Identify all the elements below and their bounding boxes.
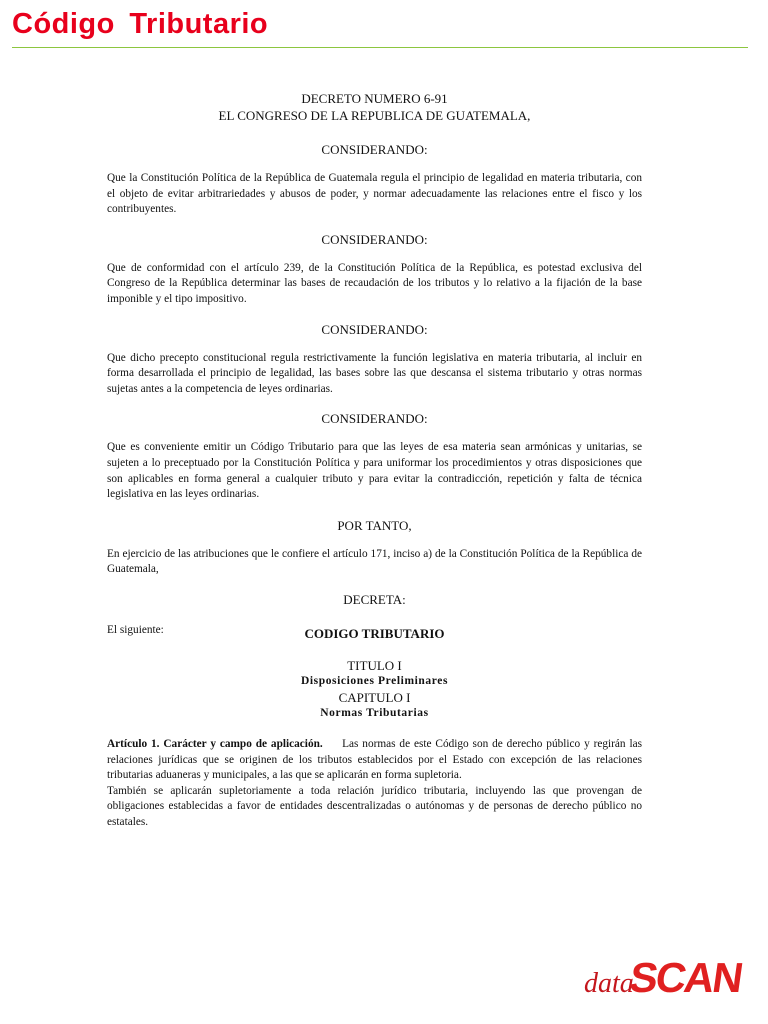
decree-document <box>107 90 642 830</box>
considerando-heading-3: CONSIDERANDO: <box>321 321 428 337</box>
logo-scan-text: SCAN <box>626 954 745 1001</box>
ejercicio-paragraph: En ejercicio de las atribuciones que le confiere el artículo 171, inciso a) de la Constitución Política de la República de Guatemala, <box>107 547 642 576</box>
articulo-1-text: Las normas de este Código son de derecho público y regirán las relaciones jurídicas que se originen de los tributos establecidos por el Estado con excepción de las relaciones tributarias aduaneras y municipales, a las que se aplicarán en forma supletoria. <box>107 737 643 782</box>
considerando-heading-1: CONSIDERANDO: <box>321 142 428 157</box>
considerando-heading-4: CONSIDERANDO: <box>321 411 428 427</box>
el-siguiente-text: El siguiente: <box>107 623 164 636</box>
decree-number: DECRETO NUMERO 6-91 <box>301 91 448 106</box>
considerando-paragraph-3: Que dicho precepto constitucional regula restrictivamente la función legislativa en materia tributaria, al incluir en forma desarrollada el principio de legalidad, las bases sobre las que descansa el sistema tributario y otras normas sujetas antes a la competencia de leyes ordinarias. <box>107 351 642 395</box>
considerando-heading-2: CONSIDERANDO: <box>321 231 428 247</box>
decreta-heading: DECRETA: <box>343 591 406 607</box>
articulo-1-paragraph-2: También se aplicarán supletoriamente a toda relación jurídico tributaria, incluyendo las que provengan de obligaciones establecidas a favor de entidades descentralizadas o autónomas y de personas de derecho público no estatales. <box>107 784 642 828</box>
logo-data-text: data <box>584 968 634 999</box>
capitulo-heading: CAPITULO I <box>338 689 411 705</box>
considerando-paragraph-1: Que la Constitución Política de la República de Guatemala regula el principio de legalidad en materia tributaria, con el objeto de evitar arbitrariedades y abusos de poder, y normar adecuadamente las relaciones entre el fisco y los contribuyentes. <box>107 172 642 216</box>
articulo-1-paragraph <box>107 737 642 784</box>
page-title: Código Tributario <box>12 8 269 40</box>
considerando-paragraph-4: Que es conveniente emitir un Código Tributario para que las leyes de esa materia sean armónicas y unitarias, se sujeten a lo preceptuado por la Constitución Política y para uniformar los procedimientos y otras disposiciones que son aplicables en forma general a cualquier tributo y para evitar la contradicción, repetición y falta de técnica legislativa en las leyes ordinarias. <box>107 441 642 501</box>
titulo-heading: TITULO I <box>347 657 402 673</box>
header-divider <box>12 47 748 48</box>
articulo-1-heading: Artículo 1. Carácter y campo de aplicación. <box>107 737 323 750</box>
codigo-tributario-heading: CODIGO TRIBUTARIO <box>304 625 445 641</box>
considerando-paragraph-2: Que de conformidad con el artículo 239, de la Constitución Política de la República, es potestad exclusiva del Congreso de la República determinar las bases de recaudación de los tributos y lo relativo a la fijación de la base imponible y el tipo impositivo. <box>107 261 642 305</box>
titulo-name: Disposiciones Preliminares <box>300 674 449 687</box>
por-tanto-heading: POR TANTO, <box>337 517 412 533</box>
capitulo-name: Normas Tributarias <box>320 706 429 719</box>
congress-heading: EL CONGRESO DE LA REPUBLICA DE GUATEMALA, <box>218 108 531 123</box>
datascan-logo <box>582 954 762 1008</box>
